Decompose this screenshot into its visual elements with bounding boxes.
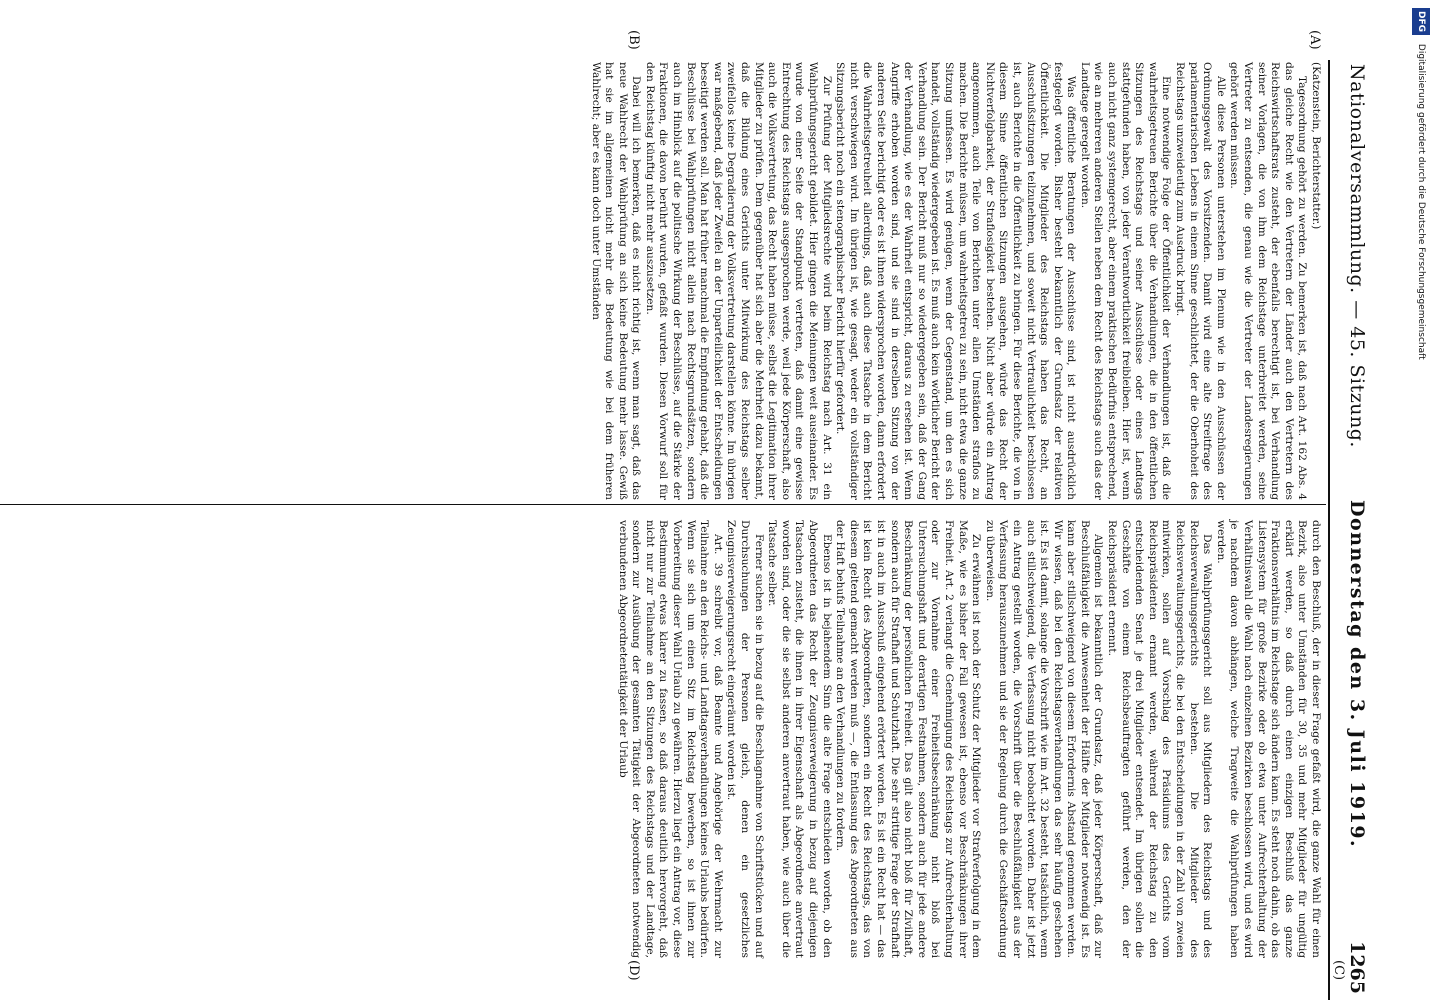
- digitization-notice: [1414, 8, 1432, 998]
- paragraph: Zu erwähnen ist noch der Schutz der Mitglieder vor Strafverfolgung in dem Maße, wie es bisher der Fall gewesen ist, ebenso vor Beschränkungen ihrer Freiheit. Art. 2 verlangt die Genehmigung des Reichstags zur Aufrechterhaltung oder zur Vornahme einer Freiheitsbeschränkung nicht bloß bei Untersuchungshaft und derartigen Festnahmen, sondern auch für jede andere Beschränkung der persönlichen Freiheit. Das gilt also nicht bloß für Zivilhaft, sondern auch für Strafhaft und Schutzhaft. Die sehr strittige Frage der Strafhaft ist in auch im Ausschuß eingehend erörtert worden. Es ist ein Recht hat — das ist kein Recht des Abgeordneten, sondern ein Recht des Reichstags, das von diesem geltend gemacht werden muß —, die Entlassung des Abgeordneten aus der Haft behufs Teilnahme an den Verhandlungen zu fordern.: [834, 520, 983, 958]
- column-divider: [0, 504, 1326, 505]
- digitization-text: Digitalisierung gefördert durch die Deutsche Forschungsgemeinschaft: [1416, 43, 1426, 360]
- paragraph: Zur Prüfung der Mitgliedsrechte wird beim Reichstag nach Art. 31 ein Wahlprüfungsgericht gebildet. Hier gingen die Meinungen weit auseinander. Es wurde von einer Seite der Standpunkt vertreten, daß damit eine gewisse Entrechtung des Reichstags ausgesprochen werde, weil jede Körperschaft, also auch die Volksvertretung, das Recht haben müsse, selbst die Legitimation ihrer Mitglieder zu prüfen. Dem gegenüber hat sich aber die Mehrheit dazu bekannt, daß die Bildung eines Gerichts unter Mitwirkung des Reichstags selber zweifellos keine Degradierung der Volksvertretung darstellen könne. Im übrigen war maßgebend, daß jeder Zweifel an der Unparteilichkeit der Entscheidungen beseitigt werden soll. Man hat früher manchmal die Empfindung gehabt, daß die Beschlüsse bei Wahlprüfungen nicht allein nach Rechtsgrundsätzen, sondern auch im Hinblick auf die politische Wirkung der Beschlüsse, auf die Stärke der Fraktionen, die davon berührt wurden, gefaßt wurden. Diesen Vorwurf soll für den Reichstag künftig nicht mehr auszusetzen.: [643, 62, 833, 500]
- paragraph: Tagesordnung gehört zu werden. Zu bemerken ist, daß nach Art. 162 Abs. 4 das gleiche Recht wie den Vertretern der Länder auch den Vertretern des Reichswirtschaftsrats zusteht, der ebenfalls berechtigt ist, bei Verhandlung seiner Vorlagen, die von ihm dem Reichstage unterbreitet werden, seine Vertreter zu entsenden, die genau wie die Vertreter der Landesregierungen gehört werden müssen.: [1228, 62, 1309, 500]
- paragraph: Allgemein ist bekanntlich der Grundsatz, daß jeder Körperschaft, daß zur Beschlußfähigkeit die Anwesenheit der Hälfte der Mitglieder notwendig ist. Es kann aber stillschweigend von diesem Erfordernis Abstand genommen werden. Wir wissen, daß bei den Reichstagsverhandlungen das sehr häufig geschehen ist. Es ist damit, solange die Vorschrift wie im Art. 32 besteht, tatsächlich, wenn auch stillschweigend, die Verfassung nicht beobachtet worden. Daher ist jetzt ein Antrag gestellt worden, die Vorschrift über die Beschlußfähigkeit aus der Verfassung herauszunehmen und sie der Regelung durch die Geschäftsordnung zu überweisen.: [983, 520, 1105, 958]
- page-header: [1336, 0, 1376, 1000]
- header-rule: [1328, 60, 1330, 1000]
- paragraph: Ferner suchen sie in bezug auf die Beschlagnahme von Schriftstücken und auf Durchsuchungen der Personen gleich, denen ein gesetzliches Zeugnisverweigerungsrecht eingeräumt worden ist.: [725, 520, 765, 958]
- speaker-note: (Katzenstein, Berichterstatter.): [1310, 62, 1322, 230]
- paragraph: Ebenso ist in bejahendem Sinn die alte Frage entschieden worden, ob den Abgeordneten das Recht der Zeugnisverweigerung in bezug auf diejenigen Tatsachen zusteht, die ihnen in ihrer Eigenschaft als Abgeordnete anvertraut worden sind, oder die sie selbst anderen anvertraut haben, wie auch über die Tatsache selber.: [766, 520, 833, 958]
- text-column-right: [0, 520, 1322, 958]
- text-column-left: [0, 62, 1322, 500]
- paragraph: durch den Beschluß, der in dieser Frage gefaßt wird, die ganze Wahl für einen Bezirk, also unter Umständen für 30, 35 und mehr Mitglieder für ungültig erklärt werden, so daß durch einen einzigen Beschluß das ganze Fraktionsverhältnis im Reichstage sich ändern kann. Es steht noch dahin, ob das Listensystem für große Bezirke oder ob etwa unter Aufrechterhaltung der Verhältniswahl die Wahl nach einzelnen Bezirken beschlossen wird, und es wird je nachdem davon abhängen, welche Tragweite die Wahlprüfungen haben werden.: [1214, 520, 1322, 958]
- header-left: Nationalversammlung. — 45. Sitzung.: [1346, 64, 1368, 448]
- dfg-logo: DFG: [1412, 8, 1430, 35]
- paragraph: Dabei will ich bemerken, daß es nicht richtig ist, wenn man sagt, daß das neue Wahlrecht der Wahlprüfung an sich keine Bedeutung mehr lasse. Gewiß hat sie im allgemeinen nicht mehr die Bedeutung wie bei dem früheren Wahlrecht; aber es kann doch unter Umständen: [589, 62, 643, 500]
- page-number: 1265: [1346, 941, 1368, 994]
- header-date: Donnerstag den 3. Juli 1919.: [1346, 500, 1368, 849]
- margin-letter-c: (C): [1331, 960, 1346, 981]
- paragraph: Was öffentliche Beratungen der Ausschüsse sind, ist nicht ausdrücklich festgelegt worden. Bisher besteht bekanntlich der Grundsatz der relativen Öffentlichkeit. Die Mitglieder des Reichstags haben das Recht, an Ausschußsitzungen teilzunehmen, und soweit nicht Vertraulichkeit beschlossen ist, auch Berichte in die Öffentlichkeit zu bringen. Für diese Berichte, die von in diesem Sinne öffentlichen Sitzungen ausgehen, würde das Recht der Nichtverfolgbarkeit, der Straflosigkeit bestehen. Nicht aber würde ein Antrag angenommen, auch Teile von Berichten unter allen Umständen straflos zu machen. Die Berichte müssen, um wahrheitsgetreu zu sein, nicht etwa die ganze Sitzung umfassen. Es wird genügen, wenn der Gegenstand, um den es sich handelt, vollständig wiedergegeben ist. Es muß auch kein wörtlicher Bericht der Verhandlung sein. Der Bericht muß nur so wiedergegeben sein, daß der Gang der Verhandlung, wie es der Wahrheit entspricht, daraus zu ersehen ist. Wenn Angriffe erhoben worden sind, und sie sind in derselben Sitzung von der anderen Seite berichtigt oder es ist ihnen widersprochen worden, dann erfordert die Wahrheitsgetreuheit allerdings, daß auch diese Tatsache in dem Bericht nicht verschwiegen wird. Im übrigen ist, wie gesagt, weder ein vollständiger Sitzungsbericht noch ein stenographischer Bericht hierfür gefordert.: [834, 62, 1078, 500]
- paragraph: Art. 39 schreibt vor, daß Beamte und Angehörige der Wehrmacht zur Teilnahme an den Reichs- und Landtagsverhandlungen keines Urlaubs bedürfen. Wenn sie sich um einen Sitz im Reichstag bewerben, so ist ihnen zur Vorbereitung dieser Wahl Urlaub zu gewähren. Hierzu liegt ein Antrag vor, diese Bestimmung etwas klarer zu fassen, so daß daraus deutlich hervorgeht, daß nicht nur zur Teilnahme an den Sitzungen des Reichstags und der Landtage, sondern zur Ausübung der gesamten Tätigkeit der Abgeordneten notwendig verbundenen Abgeordnetentätigkeit der Urlaub: [616, 520, 724, 958]
- paragraph: Das Wahlprüfungsgericht soll aus Mitgliedern des Reichstags und des Reichsverwaltungsgerichts bestehen. Die Mitglieder des Reichsverwaltungsgerichts, die bei den Entscheidungen in der Zahl von zweien mitwirken, sollen auf Vorschlag des Präsidiums des Gerichts vom Reichspräsidenten ernannt werden, während der Reichstag zu den entscheidenden Senat je drei Mitglieder entsendet. Im übrigen sollen die Geschäfte von einem Reichsbeauftragten geführt werden, den der Reichspräsident ernennt.: [1106, 520, 1214, 958]
- margin-letter-d: (D): [626, 960, 641, 981]
- paragraph: Eine notwendige Folge der Öffentlichkeit der Verhandlungen ist, daß die wahrheitsgetreuen Berichte über die Verhandlungen, die in den öffentlichen Sitzungen des Reichstags und seiner Ausschüsse oder eines Landtags stattgefunden haben, von jeder Verantwortlichkeit freibleiben. Hier ist, wenn auch nicht ganz systemgerecht, aber einem praktischen Bedürfnis entsprechend, wie an mehreren anderen Stellen neben dem Recht des Reichstags auch das der Landtage geregelt worden.: [1078, 62, 1173, 500]
- margin-letter-b: (B): [626, 30, 641, 50]
- paragraph: Alle diese Personen unterstehen im Plenum wie in den Ausschüssen der Ordnungsgewalt des Vorsitzenden. Damit wird eine alte Streitfrage des parlamentarischen Lebens in einem Sinne geschlichtet, der die Oberhoheit des Reichstags unzweideutig zum Ausdruck bringt.: [1174, 62, 1227, 500]
- margin-letter-a: (A): [1307, 30, 1322, 50]
